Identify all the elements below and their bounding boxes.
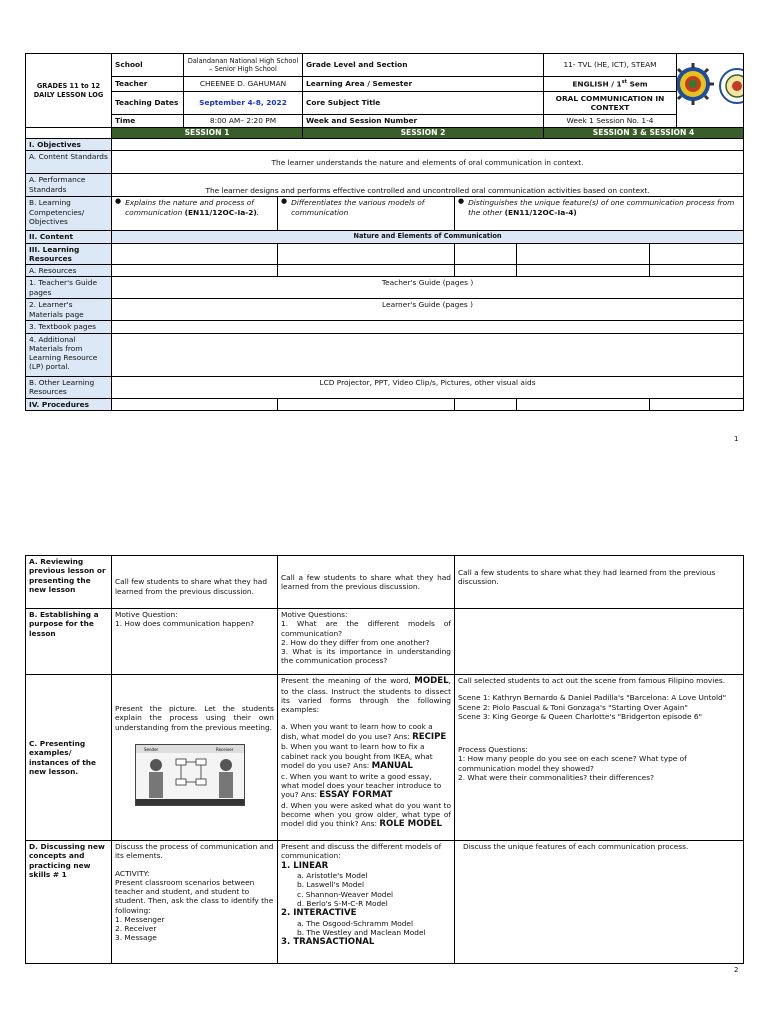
purpose-s2: [278, 609, 455, 675]
reviewing-s3: Call a few students to share what they had learned from the previous discussion.: [455, 556, 744, 609]
content-text: Nature and Elements of Communication: [112, 231, 744, 243]
subject-value: ORAL COMMUNICATION IN CONTEXT: [544, 92, 677, 115]
activity-title: ACTIVITY:: [115, 868, 150, 878]
a-resources-s1: [112, 265, 278, 277]
presenting-s3: [455, 675, 744, 841]
activity-text: Present classroom scenarios between teacher and student, and student to student. Then, ask the class to identify the following:: [115, 877, 274, 915]
area-value: ENGLISH / 1st Sem: [544, 77, 677, 92]
presenting-label: C. Presenting examples/ instances of the new lesson.: [26, 675, 112, 841]
teachers-guide-text: Teacher's Guide (pages ): [112, 277, 744, 299]
linear-heading: 1. LINEAR: [281, 860, 329, 871]
motive-question-1: 1. How does communication happen?: [115, 619, 255, 629]
bullet-icon: ●: [458, 197, 465, 206]
area-label: Learning Area / Semester: [303, 77, 544, 92]
dates-label: Teaching Dates: [112, 92, 184, 115]
additional-materials-label: 4. Additional Materials from Learning Resource (LP) portal.: [26, 333, 112, 376]
objectives-label: I. Objectives: [26, 139, 112, 151]
person-left-icon: [149, 759, 163, 798]
discussing-s1: [112, 841, 278, 964]
interactive-heading: 2. INTERACTIVE: [281, 908, 357, 919]
discussing-s2: [278, 841, 455, 964]
activity-item-1: 1. Messenger: [115, 914, 165, 924]
content-label: II. Content: [26, 231, 112, 243]
procedures-s3c: [650, 398, 744, 410]
procedures-label: IV. Procedures: [26, 398, 112, 410]
procedures-table: [25, 555, 744, 964]
scene-1: Scene 1: Kathryn Bernardo & Daniel Padilla's "Barcelona: A Love Untold": [458, 693, 727, 703]
communication-process-picture: [135, 744, 245, 806]
teachers-guide-label: 1. Teacher's Guide pages: [26, 277, 112, 299]
bullet-icon: ●: [115, 197, 122, 206]
process-question-2: 2. What were their commonalities? their differences?: [458, 772, 654, 782]
page-number-1: 1: [734, 435, 739, 443]
competency-session-2: ● Differentiates the various models of communication: [278, 197, 455, 231]
reviewing-s2: Call a few students to share what they had learned from the previous discussion.: [278, 556, 455, 609]
session-3-header: SESSION 3 & SESSION 4: [544, 128, 744, 139]
model-intro: Present the meaning of the word, MODEL, to the class. Instruct the students to dissect its varied forms through the following examples:: [281, 676, 451, 715]
linear-a: a. Aristotle's Model: [297, 871, 368, 881]
picture-label-right: Receiver: [216, 746, 234, 752]
textbook-label: 3. Textbook pages: [26, 321, 112, 333]
a-resources-s3b: [517, 265, 650, 277]
activity-item-2: 2. Receiver: [115, 924, 157, 933]
performance-standards-text: The learner designs and performs effective controlled and uncontrolled oral communication activities based on context.: [112, 174, 744, 197]
motive-questions-title: Motive Questions:: [281, 610, 348, 619]
motive-question-title: Motive Question:: [115, 610, 178, 619]
model-example-b: b. When you want to learn how to fix a cabinet rack you bought from IKEA, what model do you use? Ans: MANUAL: [281, 742, 433, 771]
interactive-b: b. The Westley and Maclean Model: [297, 928, 426, 938]
scene-2: Scene 2: Piolo Pascual & Toni Gonzaga's "Starting Over Again": [458, 702, 688, 712]
motive-question-s2-2: 2. How do they differ from one another?: [281, 637, 430, 647]
model-example-a: a. When you want to learn how to cook a dish, what model do you use? Ans: RECIPE: [281, 722, 447, 742]
learning-resources-label: III. Learning Resources: [26, 243, 112, 265]
school-label: School: [112, 54, 184, 77]
resources-s3a: [455, 243, 517, 265]
learners-materials-label: 2. Learner's Materials page: [26, 299, 112, 321]
resources-s3c: [650, 243, 744, 265]
subject-label: Core Subject Title: [303, 92, 544, 115]
other-resources-label: B. Other Learning Resources: [26, 376, 112, 398]
logos-cell: [677, 54, 744, 128]
procedures-s3b: [517, 398, 650, 410]
discuss-process: Discuss the process of communication and its elements.: [115, 842, 274, 861]
procedures-s1: [112, 398, 278, 410]
discussing-s3: [455, 841, 744, 964]
purpose-s3: [455, 609, 744, 675]
a-resources-s2: [278, 265, 455, 277]
presenting-s1-text: Present the picture. Let the students explain the process using their own understanding from the previous meeting.: [115, 704, 274, 732]
discuss-features: Discuss the unique features of each communication process.: [463, 842, 689, 851]
learners-materials-text: Learner's Guide (pages ): [112, 299, 744, 321]
model-example-d: d. When you were asked what do you want to become when you grow older, what type of model did you think? Ans: ROLE MODEL: [281, 800, 451, 830]
performance-standards-label: A. Performance Standards: [26, 174, 112, 197]
a-resources-label: A. Resources: [26, 265, 112, 277]
competency-session-1: ● Explains the nature and process of communication (EN11/12OC-Ia-2).: [112, 197, 278, 231]
procedures-s2: [278, 398, 455, 410]
picture-label-left: Sender: [144, 746, 159, 752]
scene-intro: Call selected students to act out the scene from famous Filipino movies.: [458, 676, 726, 685]
resources-s2: [278, 243, 455, 265]
week-label: Week and Session Number: [303, 115, 544, 128]
model-example-c: c. When you want to write a good essay, what model does your teacher introduce to you? Ans: ESSAY FORMAT: [281, 771, 442, 801]
person-right-icon: [219, 759, 233, 798]
resources-s3b: [517, 243, 650, 265]
other-resources-text: LCD Projector, PPT, Video Clip/s, Pictures, other visual aids: [112, 376, 744, 398]
purpose-label: B. Establishing a purpose for the lesson: [26, 609, 112, 675]
grade-value: 11- TVL (HE, ICT), STEAM: [544, 54, 677, 77]
purpose-s1: [112, 609, 278, 675]
process-question-1: 1: How many people do you see on each scene? What type of communication model they showed?: [458, 754, 687, 773]
activity-item-3: 3. Message: [115, 933, 157, 943]
discussing-label: D. Discussing new concepts and practicing new skills # 1: [26, 841, 112, 964]
procedures-s3a: [455, 398, 517, 410]
process-questions-title: Process Questions:: [458, 745, 528, 754]
time-value: 8:00 AM– 2:20 PM: [184, 115, 303, 128]
scene-3: Scene 3: King George & Queen Charlotte's "Bridgerton episode 6": [458, 711, 702, 721]
page-number-2: 2: [734, 966, 739, 974]
textbook-text: [112, 321, 744, 333]
competency-session-3: ● Distinguishes the unique feature(s) of one communication process from the other (EN11/12OC-Ia-4): [455, 197, 744, 231]
objectives-blank: [112, 139, 744, 151]
school-value: Dalandanan National High School – Senior High School: [184, 54, 303, 77]
motive-question-s2-1: 1. What are the different models of communication?: [281, 619, 451, 638]
interactive-a: a. The Osgood-Schramm Model: [297, 918, 414, 928]
session-2-header: SESSION 2: [303, 128, 544, 139]
grade-label: Grade Level and Section: [303, 54, 544, 77]
school-seal-icon: [720, 69, 744, 103]
linear-b: b. Laswell's Model: [297, 880, 365, 890]
content-standards-text: The learner understands the nature and elements of oral communication in context.: [112, 151, 744, 174]
linear-d: d. Berlo's S-M-C-R Model: [297, 898, 388, 908]
resources-s1: [112, 243, 278, 265]
a-resources-s3a: [455, 265, 517, 277]
school-logos: [677, 60, 744, 116]
motive-question-s2-3: 3. What is its importance in understanding the communication process?: [281, 647, 451, 666]
presenting-s2: [278, 675, 455, 841]
transactional-heading: 3. TRANSACTIONAL: [281, 937, 375, 948]
competencies-label: B. Learning Competencies/ Objectives: [26, 197, 112, 231]
reviewing-s1: Call few students to share what they had learned from the previous discussion.: [112, 556, 278, 609]
lesson-log-header-table: [25, 53, 744, 139]
teacher-value: CHEENEE D. GAHUMAN: [184, 77, 303, 92]
reviewing-label: A. Reviewing previous lesson or presenting the new lesson: [26, 556, 112, 609]
a-resources-s3c: [650, 265, 744, 277]
time-label: Time: [112, 115, 184, 128]
session-1-header: SESSION 1: [112, 128, 303, 139]
additional-materials-text: [112, 333, 744, 376]
session-bar-blank: [26, 128, 112, 139]
linear-c: c. Shannon-Weaver Model: [297, 889, 394, 899]
bullet-icon: ●: [281, 197, 288, 206]
content-standards-label: A. Content Standards: [26, 151, 112, 174]
dates-value: September 4-8, 2022: [184, 92, 303, 115]
teacher-label: Teacher: [112, 77, 184, 92]
models-intro: Present and discuss the different models of communication:: [281, 842, 442, 861]
lesson-log-body-table: [25, 138, 744, 411]
gear-logo-icon: [677, 63, 715, 105]
log-title: GRADES 11 to 12 DAILY LESSON LOG: [26, 54, 112, 128]
presenting-s1: [112, 675, 278, 841]
week-value: Week 1 Session No. 1-4: [544, 115, 677, 128]
